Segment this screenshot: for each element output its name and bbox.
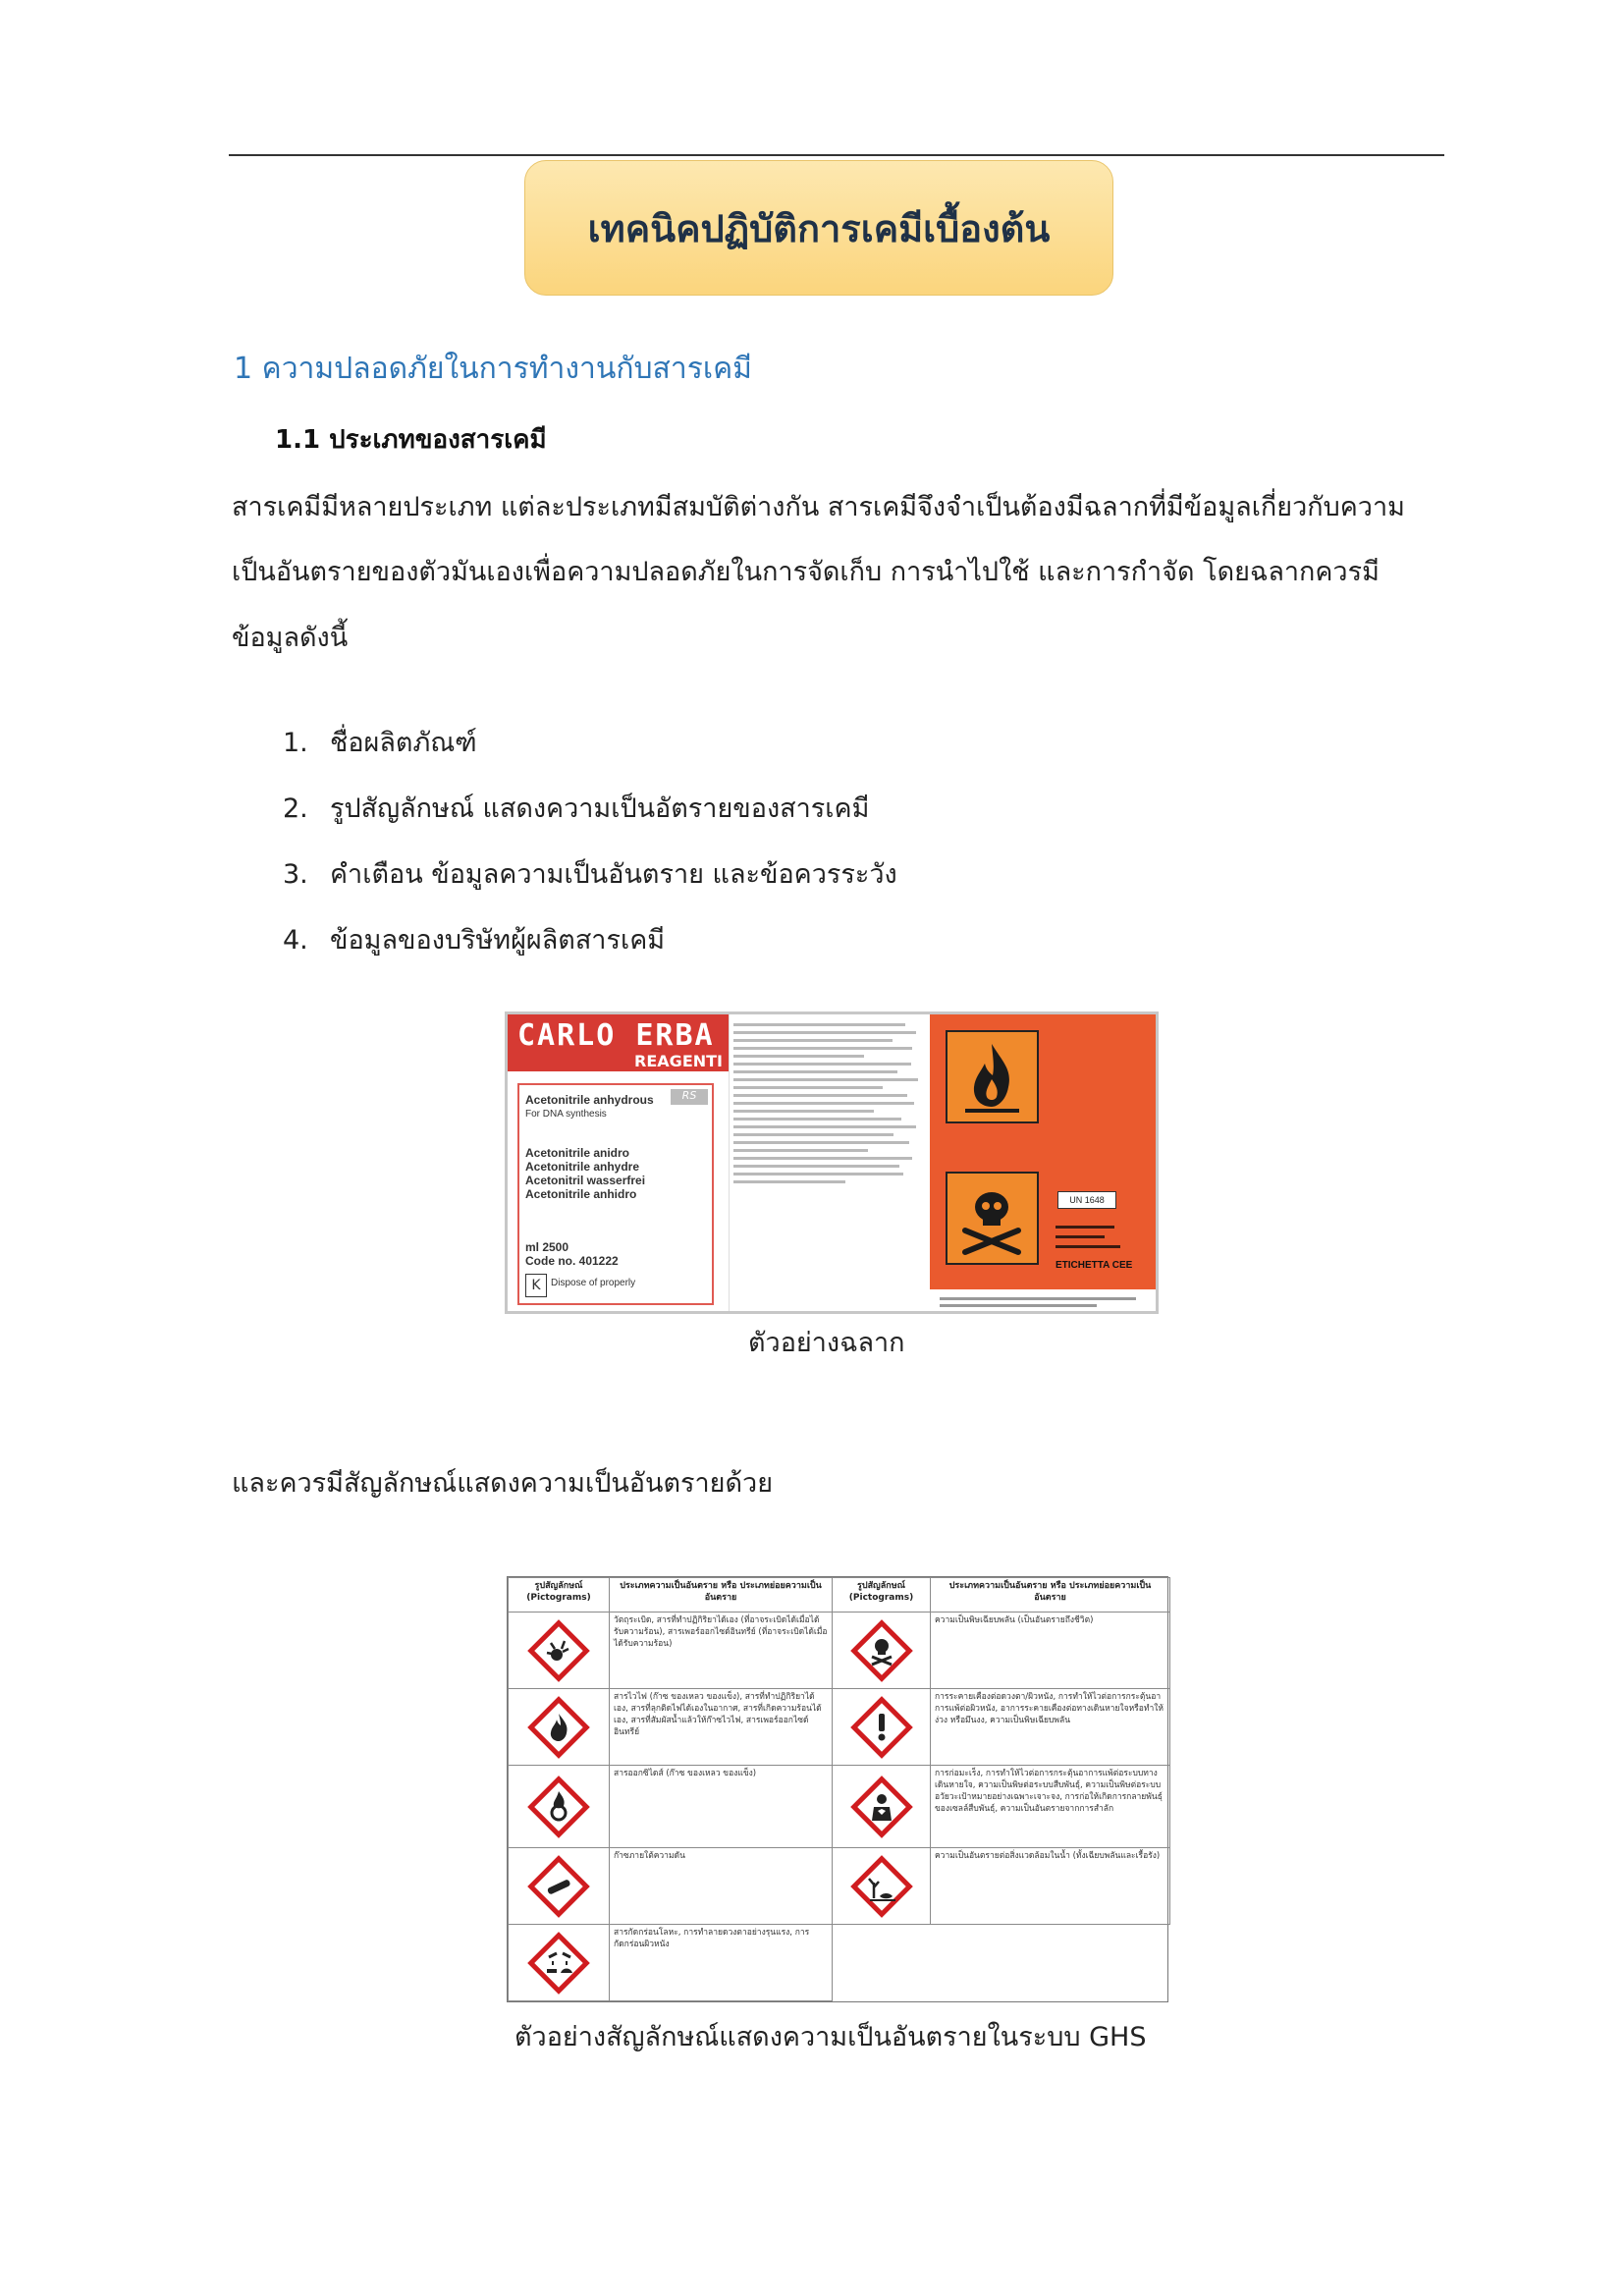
- list-text: ชื่อผลิตภัณฑ์: [330, 728, 477, 758]
- hazard-desc: ความเป็นพิษเฉียบพลัน (เป็นอันตรายถึงชีวิต): [931, 1613, 1170, 1689]
- list-text: รูปสัญลักษณ์ แสดงความเป็นอัตรายของสารเคมี: [330, 793, 870, 824]
- list-number: 4.: [283, 925, 308, 956]
- page-title: เทคนิคปฏิบัติการเคมีเบื้องต้น: [587, 206, 1051, 250]
- chemical-label-image: [505, 1011, 1159, 1314]
- header-hazard-type: ประเภทความเป็นอันตราย หรือ ประเภทย่อยความเป็นอันตราย: [610, 1578, 833, 1613]
- list-item: [283, 852, 897, 895]
- exclamation-mark-icon: [833, 1689, 931, 1766]
- hazard-desc: ก๊าซภายใต้ความดัน: [610, 1848, 833, 1925]
- hazard-desc: การก่อมะเร็ง, การทำให้ไวต่อการกระตุ้นอาการแพ้ต่อระบบทางเดินหายใจ, ความเป็นพิษต่อระบบสืบพันธุ์, ความเป็นพิษต่อระบบอวัยวะเป้าหมายอย่างเฉพาะเจาะจง, การก่อให้เกิดการกลายพันธุ์ของเซลล์สืบพันธุ์, ความเป็นอันตรายจากการสำลัก: [931, 1766, 1170, 1848]
- label-left-panel: [508, 1014, 730, 1311]
- label-etichetta: ETICHETTA CEE: [1056, 1260, 1133, 1271]
- label-alt-name: Acetonitrile anidro: [525, 1146, 630, 1160]
- health-hazard-icon: [833, 1766, 931, 1848]
- hazard-desc: สารออกซิไดส์ (ก๊าซ ของเหลว ของแข็ง): [610, 1766, 833, 1848]
- list-number: 3.: [283, 859, 308, 890]
- empty-cell: [833, 1925, 1170, 2001]
- list-item: [283, 918, 665, 960]
- header-hazard-type: ประเภทความเป็นอันตราย หรือ ประเภทย่อยความเป็นอันตราย: [931, 1578, 1170, 1613]
- gas-cylinder-icon: [509, 1848, 610, 1925]
- label-brand-sub: REAGENTI: [634, 1052, 723, 1070]
- flame-icon: [509, 1689, 610, 1766]
- label-k-logo: K: [525, 1274, 547, 1297]
- list-number: 2.: [283, 793, 308, 824]
- flammable-icon: [946, 1030, 1039, 1123]
- label-bottom-bar: [930, 1289, 1159, 1314]
- label-dispose: Dispose of properly: [551, 1278, 636, 1288]
- header-pictogram: รูปสัญลักษณ์ (Pictograms): [833, 1578, 931, 1613]
- exploding-bomb-icon: [509, 1613, 610, 1689]
- label-alt-name: Acetonitrile anhidro: [525, 1187, 637, 1201]
- list-text: ข้อมูลของบริษัทผู้ผลิตสารเคมี: [330, 925, 666, 956]
- label-product-name: Acetonitrile anhydrous: [525, 1093, 654, 1107]
- label-un-number: UN 1648: [1057, 1191, 1116, 1209]
- table-row: [509, 1848, 1170, 1925]
- hazard-desc: ความเป็นอันตรายต่อสิ่งแวดล้อมในน้ำ (ทั้งเฉียบพลันและเรื้อรัง): [931, 1848, 1170, 1925]
- label-hazard-panel: [930, 1014, 1159, 1289]
- label-fine-print: [733, 1018, 920, 1303]
- section-heading: 1 ความปลอดภัยในการทำงานกับสารเคมี: [234, 352, 752, 386]
- table-row: [509, 1925, 1170, 2001]
- label-rs-badge: RS: [671, 1089, 708, 1105]
- table-row: [509, 1613, 1170, 1689]
- label-code: Code no. 401222: [525, 1254, 619, 1268]
- symbols-intro: และควรมีสัญลักษณ์แสดงความเป็นอันตรายด้วย: [232, 1468, 774, 1499]
- paragraph-line: ข้อมูลดังนี้: [232, 623, 349, 653]
- hazard-desc: สารไวไฟ (ก๊าซ ของเหลว ของแข็ง), สารที่ทำปฏิกิริยาได้เอง, สารที่ลุกติดไฟได้เองในอากาศ, สารที่เกิดความร้อนได้เอง, สารที่สัมผัสน้ำแล้วให้ก๊าซไวไฟ, สารเพอร์ออกไซด์อินทรีย์: [610, 1689, 833, 1766]
- ghs-header-row: [509, 1578, 1170, 1613]
- ghs-table: [507, 1576, 1168, 2002]
- environment-icon: [833, 1848, 931, 1925]
- flame-over-circle-icon: [509, 1766, 610, 1848]
- label-alt-name: Acetonitrile anhydre: [525, 1160, 640, 1174]
- paragraph-line: สารเคมีมีหลายประเภท แต่ละประเภทมีสมบัติต่างกัน สารเคมีจึงจำเป็นต้องมีฉลากที่มีข้อมูลเกี่ยวกับความ: [232, 492, 1405, 522]
- subsection-heading: 1.1 ประเภทของสารเคมี: [275, 425, 547, 455]
- ghs-caption: ตัวอย่างสัญลักษณ์แสดงความเป็นอันตรายในระบบ GHS: [514, 2022, 1147, 2052]
- header-rule: [229, 154, 1444, 156]
- label-brand-name: CARLO ERBA: [517, 1018, 715, 1053]
- label-volume: ml 2500: [525, 1240, 569, 1254]
- list-number: 1.: [283, 728, 308, 758]
- label-product-box: [517, 1083, 714, 1305]
- hazard-desc: สารกัดกร่อนโลหะ, การทำลายดวงตาอย่างรุนแรง, การกัดกร่อนผิวหนัง: [610, 1925, 833, 2001]
- list-item: [283, 787, 869, 829]
- toxic-skull-icon: [946, 1172, 1039, 1265]
- list-text: คำเตือน ข้อมูลความเป็นอันตราย และข้อควรระวัง: [330, 859, 897, 890]
- hazard-desc: การระคายเคืองต่อดวงตา/ผิวหนัง, การทำให้ไวต่อการกระตุ้นอาการแพ้ต่อผิวหนัง, อาการระคายเคืองต่อทางเดินหายใจหรือทำให้ง่วง หรือมึนงง, ความเป็นพิษเฉียบพลัน: [931, 1689, 1170, 1766]
- table-row: [509, 1766, 1170, 1848]
- table-row: [509, 1689, 1170, 1766]
- label-purpose: For DNA synthesis: [525, 1109, 607, 1120]
- label-brand-bar: [508, 1014, 729, 1071]
- label-alt-name: Acetonitril wasserfrei: [525, 1174, 646, 1187]
- label-caption: ตัวอย่างฉลาก: [748, 1328, 905, 1358]
- hazard-desc: วัตถุระเบิด, สารที่ทำปฏิกิริยาได้เอง (ที่อาจระเบิดได้เมื่อได้รับความร้อน), สารเพอร์ออกไซด์อินทรีย์ (ที่อาจระเบิดได้เมื่อได้รับความร้อน): [610, 1613, 833, 1689]
- list-item: [283, 721, 477, 763]
- corrosion-icon: [509, 1925, 610, 2001]
- title-banner: [524, 160, 1113, 296]
- skull-crossbones-icon: [833, 1613, 931, 1689]
- header-pictogram: รูปสัญลักษณ์ (Pictograms): [509, 1578, 610, 1613]
- paragraph-line: เป็นอันตรายของตัวมันเองเพื่อความปลอดภัยในการจัดเก็บ การนำไปใช้ และการกำจัด โดยฉลากควรมี: [232, 557, 1380, 587]
